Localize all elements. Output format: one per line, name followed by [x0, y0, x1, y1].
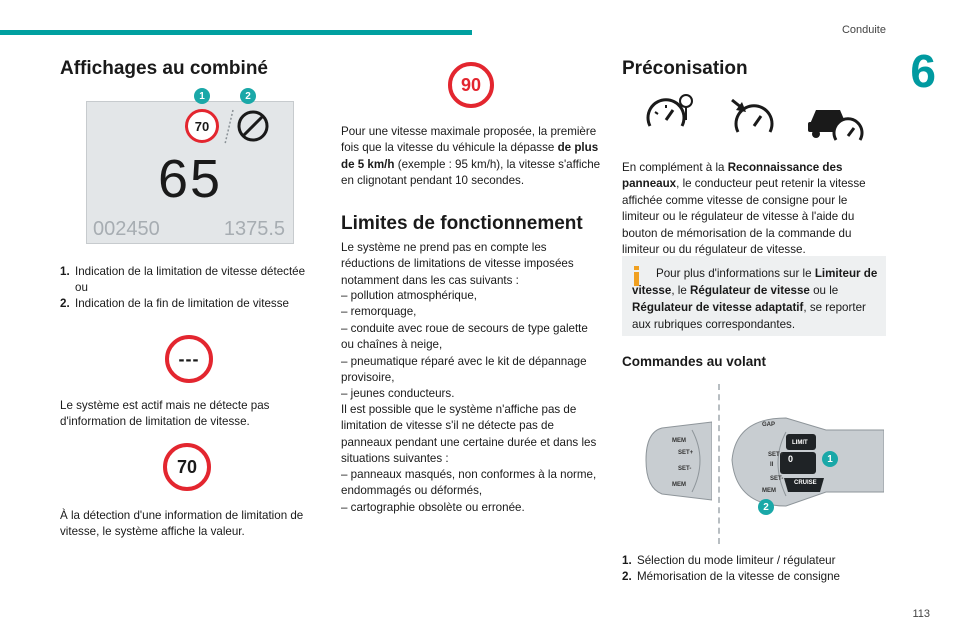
limits-list: [341, 288, 603, 403]
page-number: 113: [912, 608, 930, 620]
car-speedometer-icon: [806, 98, 864, 144]
commands-list: [622, 553, 886, 585]
current-speed: 65: [157, 149, 223, 209]
list-item: – jeunes conducteurs.: [341, 387, 455, 401]
stalk-left-mem2: MEM: [672, 482, 686, 488]
paragraph-limits-intro: Le système ne prend pas en compte les réductions de limitations de vitesse imposées notamment dans les cas suivants :: [341, 241, 574, 287]
stalk-right-cruise: CRUISE: [794, 480, 817, 486]
trip-meter: 1375.5: [223, 218, 285, 240]
end-limit-icon: [236, 109, 270, 143]
speed-90-flashing-sign: 90: [448, 62, 494, 108]
no-limit-sign: ---: [165, 335, 213, 383]
list-item: 1. Sélection du mode limiteur / régulateur: [622, 554, 836, 567]
stalk-right-mem: MEM: [762, 488, 776, 494]
paragraph-overspeed: Pour une vitesse maximale proposée, la première fois que la vitesse du véhicule la dépasse de plus de 5 km/h (exemple : 95 km/h), la vitesse s'affiche en clignotant pendant 10 secondes.: [341, 125, 601, 188]
chapter-number: 6: [910, 45, 936, 97]
instrument-display: [86, 101, 294, 244]
stalk-left-set-minus: SET-: [678, 466, 692, 472]
stalk-right-limit: LIMIT: [792, 440, 808, 446]
separator-dots: [223, 108, 235, 146]
callout-2: 2: [758, 499, 774, 515]
stalk-left-set-plus: SET+: [678, 450, 694, 456]
list-item: – pneumatique réparé avec le kit de dépannage provisoire,: [341, 354, 587, 385]
list-item: – cartographie obsolète ou erronée.: [341, 500, 525, 514]
list-item: – remorquage,: [341, 305, 417, 319]
situations-list: [341, 467, 603, 516]
speed-limit-sign: [185, 109, 219, 143]
list-item: 2. Indication de la fin de limitation de vitesse: [60, 297, 289, 310]
info-text: Pour plus d'informations sur le Limiteur de vitesse, le Régulateur de vitesse ou le Régulateur de vitesse adaptatif, se reporter aux rubriques correspondantes.: [632, 267, 878, 331]
callout-list: [60, 264, 322, 312]
list-item: 1. Indication de la limitation de vitesse détectée: [60, 265, 306, 278]
stalk-right-zero: 0: [788, 454, 794, 464]
callout-1: 1: [194, 88, 210, 104]
stalk-left-mem-label: MEM: [672, 438, 686, 444]
section-title-preconisation: Préconisation: [622, 58, 748, 79]
list-item: – conduite avec roue de secours de type galette ou chaînes à neige,: [341, 321, 588, 352]
info-box: [622, 256, 886, 336]
list-item: – panneaux masqués, non conformes à la norme, endommagés ou déformés,: [341, 468, 597, 498]
dashed-divider: [718, 384, 720, 544]
odometer: 002450: [93, 218, 160, 240]
stalk-right-set-minus: SET-: [770, 476, 784, 482]
paragraph-preconisation: En complément à la Reconnaissance des panneaux, le conducteur peut retenir la vitesse affichée comme vitesse de consigne pour le limiteur ou le régulateur de vitesse à l'aide du bouton de mémorisation de la commande du limiteur ou du régulateur de vitesse.: [622, 161, 866, 257]
paragraph-no-info: Le système est actif mais ne détecte pas d'information de limitation de vitesse.: [60, 399, 270, 429]
list-item: – pollution atmosphérique,: [341, 289, 477, 302]
paragraph-detection: À la détection d'une information de limitation de vitesse, le système affiche la valeur.: [60, 509, 304, 539]
stalk-right-ii: II: [770, 462, 774, 468]
list-item-cont: ou: [75, 281, 88, 294]
callout-2: 2: [240, 88, 256, 104]
stalk-right-gap: GAP: [762, 422, 776, 428]
steering-stalk-left: [642, 418, 712, 502]
paragraph-no-display: Il est possible que le système n'affiche pas de limitation de vitesse s'il ne détecte pas de panneaux pendant une certaine durée et dans les situations suivantes :: [341, 403, 597, 466]
stalk-right-set-plus: SET+: [768, 452, 784, 458]
chapter-name: Conduite: [841, 24, 886, 36]
speed-70-sign: 70: [163, 443, 211, 491]
section-title-affichages: Affichages au combiné: [60, 58, 268, 79]
chapter-color-bar: [0, 30, 472, 35]
speedometer-pin-icon: [642, 92, 700, 136]
callout-1: 1: [822, 451, 838, 467]
subtitle-commandes: Commandes au volant: [622, 354, 767, 369]
list-item: 2. Mémorisation de la vitesse de consigne: [622, 570, 840, 583]
speedometer-arrow-icon: [728, 96, 778, 138]
speed-limit-value: 70: [194, 118, 210, 134]
section-title-limites: Limites de fonctionnement: [341, 213, 583, 234]
steering-stalk-right: [726, 412, 884, 512]
